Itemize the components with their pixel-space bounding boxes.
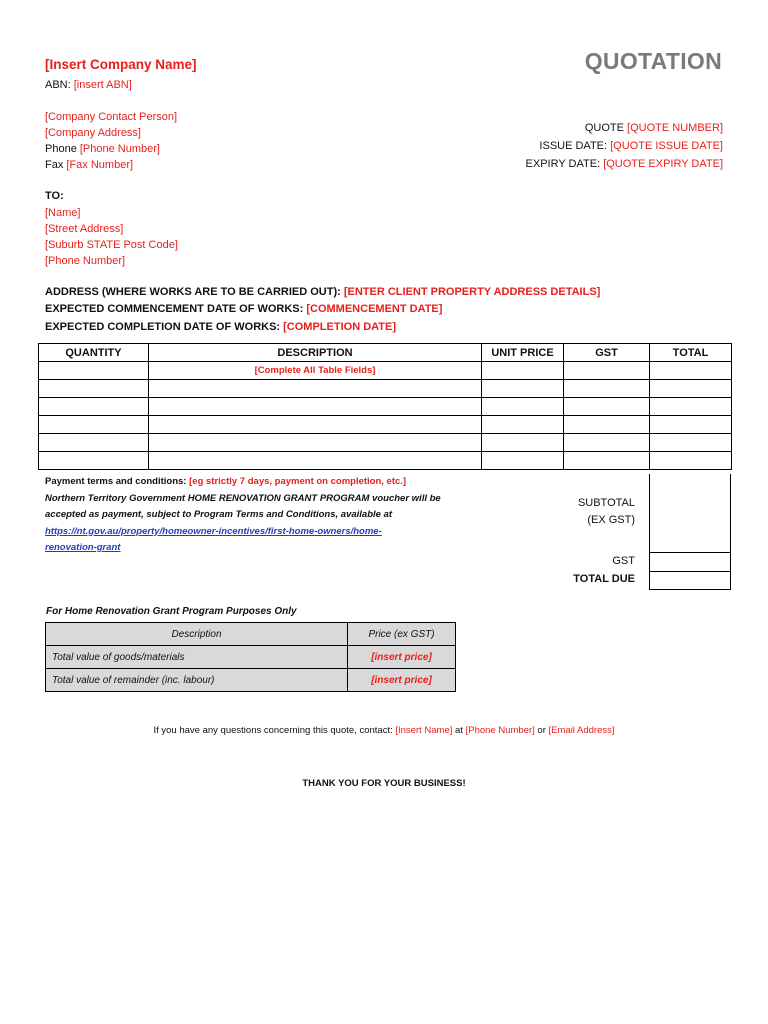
cell-gst[interactable] [564, 362, 650, 380]
expiry-date-label: EXPIRY DATE: [525, 158, 604, 170]
commencement-value: [COMMENCEMENT DATE] [306, 303, 443, 315]
subtotal-box[interactable] [649, 474, 731, 553]
cell-unit-price[interactable] [482, 380, 564, 398]
payment-terms-line [45, 474, 441, 491]
cell-total[interactable] [650, 398, 732, 416]
works-address-line [45, 284, 600, 300]
client-name: [Name] [45, 207, 81, 219]
document-title: QUOTATION [584, 48, 722, 74]
cell-description[interactable] [149, 434, 482, 452]
cell-gst[interactable] [564, 434, 650, 452]
cell-gst[interactable] [564, 416, 650, 434]
header-gst: GST [564, 344, 650, 362]
cell-total[interactable] [650, 452, 732, 470]
company-fax-line [45, 157, 133, 173]
contact-line [0, 725, 768, 736]
commencement-line [45, 301, 442, 317]
total-due-box[interactable] [649, 571, 731, 590]
abn-line [45, 77, 132, 93]
cell-unit-price[interactable] [482, 416, 564, 434]
grant-row-price[interactable]: [insert price] [348, 669, 456, 692]
issue-date-label: ISSUE DATE: [539, 140, 611, 152]
expiry-date-line [526, 156, 723, 172]
abn-value: [insert ABN] [73, 79, 132, 91]
cell-gst[interactable] [564, 452, 650, 470]
client-street: [Street Address] [45, 223, 124, 235]
cell-total[interactable] [650, 434, 732, 452]
contact-at: at [452, 725, 466, 736]
cell-description[interactable] [149, 452, 482, 470]
grant-link-1[interactable]: https://nt.gov.au/property/homeowner-incentives/first-home-owners/home- [45, 525, 382, 537]
company-contact-person: [Company Contact Person] [45, 111, 178, 123]
completion-value: [COMPLETION DATE] [283, 321, 396, 333]
table-row [39, 362, 732, 380]
phone-value: [Phone Number] [79, 143, 160, 155]
quote-number: [QUOTE NUMBER] [627, 122, 723, 134]
commencement-label: EXPECTED COMMENCEMENT DATE OF WORKS: [45, 303, 307, 315]
company-phone-line [45, 141, 160, 157]
quote-number-line [585, 120, 723, 136]
contact-or: or [534, 725, 549, 736]
works-address-label: ADDRESS (WHERE WORKS ARE TO BE CARRIED OUT): [45, 286, 344, 298]
completion-label: EXPECTED COMPLETION DATE OF WORKS: [45, 321, 284, 333]
cell-description[interactable] [149, 416, 482, 434]
items-header-row [39, 344, 732, 362]
grant-row-description: Total value of remainder (inc. labour) [46, 669, 348, 692]
items-table [38, 343, 732, 470]
contact-email: [Email Address] [548, 725, 615, 736]
phone-label: Phone [45, 143, 80, 155]
cell-unit-price[interactable] [482, 362, 564, 380]
quote-label: QUOTE [584, 122, 628, 134]
thank-you-message: THANK YOU FOR YOUR BUSINESS! [302, 778, 466, 789]
to-label: TO: [45, 190, 64, 202]
cell-total[interactable] [650, 416, 732, 434]
cell-total[interactable] [650, 380, 732, 398]
table-row [39, 434, 732, 452]
cell-quantity[interactable] [39, 416, 149, 434]
header-unit-price: UNIT PRICE [482, 344, 564, 362]
client-suburb: [Suburb STATE Post Code] [45, 239, 178, 251]
cell-total[interactable] [650, 362, 732, 380]
cell-gst[interactable] [564, 380, 650, 398]
issue-date-value: [QUOTE ISSUE DATE] [610, 140, 723, 152]
company-address: [Company Address] [45, 127, 141, 139]
grant-table [45, 622, 456, 692]
table-note[interactable]: [Complete All Table Fields] [149, 362, 482, 380]
gst-box[interactable] [649, 552, 731, 572]
payment-terms-value: [eg strictly 7 days, payment on completion, etc.] [189, 476, 407, 487]
header-quantity: QUANTITY [39, 344, 149, 362]
fax-value: [Fax Number] [66, 159, 134, 171]
contact-name: [Insert Name] [395, 725, 453, 736]
grant-link-2[interactable]: renovation-grant [45, 542, 121, 553]
grant-text-line-1: Northern Territory Government HOME RENOVATION GRANT PROGRAM voucher will be [45, 492, 441, 504]
grant-row-price[interactable]: [insert price] [348, 646, 456, 669]
cell-gst[interactable] [564, 398, 650, 416]
completion-line [45, 319, 396, 335]
header-total: TOTAL [650, 344, 732, 362]
subtotal-label: SUBTOTAL [577, 497, 635, 509]
cell-description[interactable] [149, 398, 482, 416]
cell-unit-price[interactable] [482, 434, 564, 452]
table-row [39, 380, 732, 398]
table-row [39, 416, 732, 434]
grant-header-price: Price (ex GST) [348, 623, 456, 646]
table-row [46, 646, 456, 669]
cell-quantity[interactable] [39, 398, 149, 416]
abn-label: ABN: [45, 79, 74, 91]
grant-header-row [46, 623, 456, 646]
gst-label: GST [612, 555, 635, 567]
header-description: DESCRIPTION [149, 344, 482, 362]
cell-description[interactable] [149, 380, 482, 398]
table-row [39, 452, 732, 470]
grant-header-description: Description [46, 623, 348, 646]
table-row [46, 669, 456, 692]
cell-unit-price[interactable] [482, 398, 564, 416]
total-due-label: TOTAL DUE [573, 573, 635, 585]
contact-phone: [Phone Number] [465, 725, 535, 736]
cell-quantity[interactable] [39, 434, 149, 452]
grant-row-description: Total value of goods/materials [46, 646, 348, 669]
payment-terms-label: Payment terms and conditions: [45, 476, 190, 487]
cell-quantity[interactable] [39, 362, 149, 380]
works-address-value: [ENTER CLIENT PROPERTY ADDRESS DETAILS] [343, 286, 601, 298]
cell-unit-price[interactable] [482, 452, 564, 470]
contact-text: If you have any questions concerning this quote, contact: [153, 725, 396, 736]
cell-quantity[interactable] [39, 380, 149, 398]
grant-table-title: For Home Renovation Grant Program Purposes Only [46, 606, 297, 617]
issue-date-line [539, 138, 723, 154]
table-row [39, 398, 732, 416]
expiry-date-value: [QUOTE EXPIRY DATE] [603, 158, 723, 170]
ex-gst-label: (EX GST) [587, 514, 635, 526]
grant-text-line-2: accepted as payment, subject to Program Terms and Conditions, available at [45, 509, 393, 520]
client-phone: [Phone Number] [45, 255, 126, 267]
cell-quantity[interactable] [39, 452, 149, 470]
payment-terms-block [45, 474, 441, 557]
fax-label: Fax [45, 159, 67, 171]
company-name: [Insert Company Name] [45, 57, 197, 72]
